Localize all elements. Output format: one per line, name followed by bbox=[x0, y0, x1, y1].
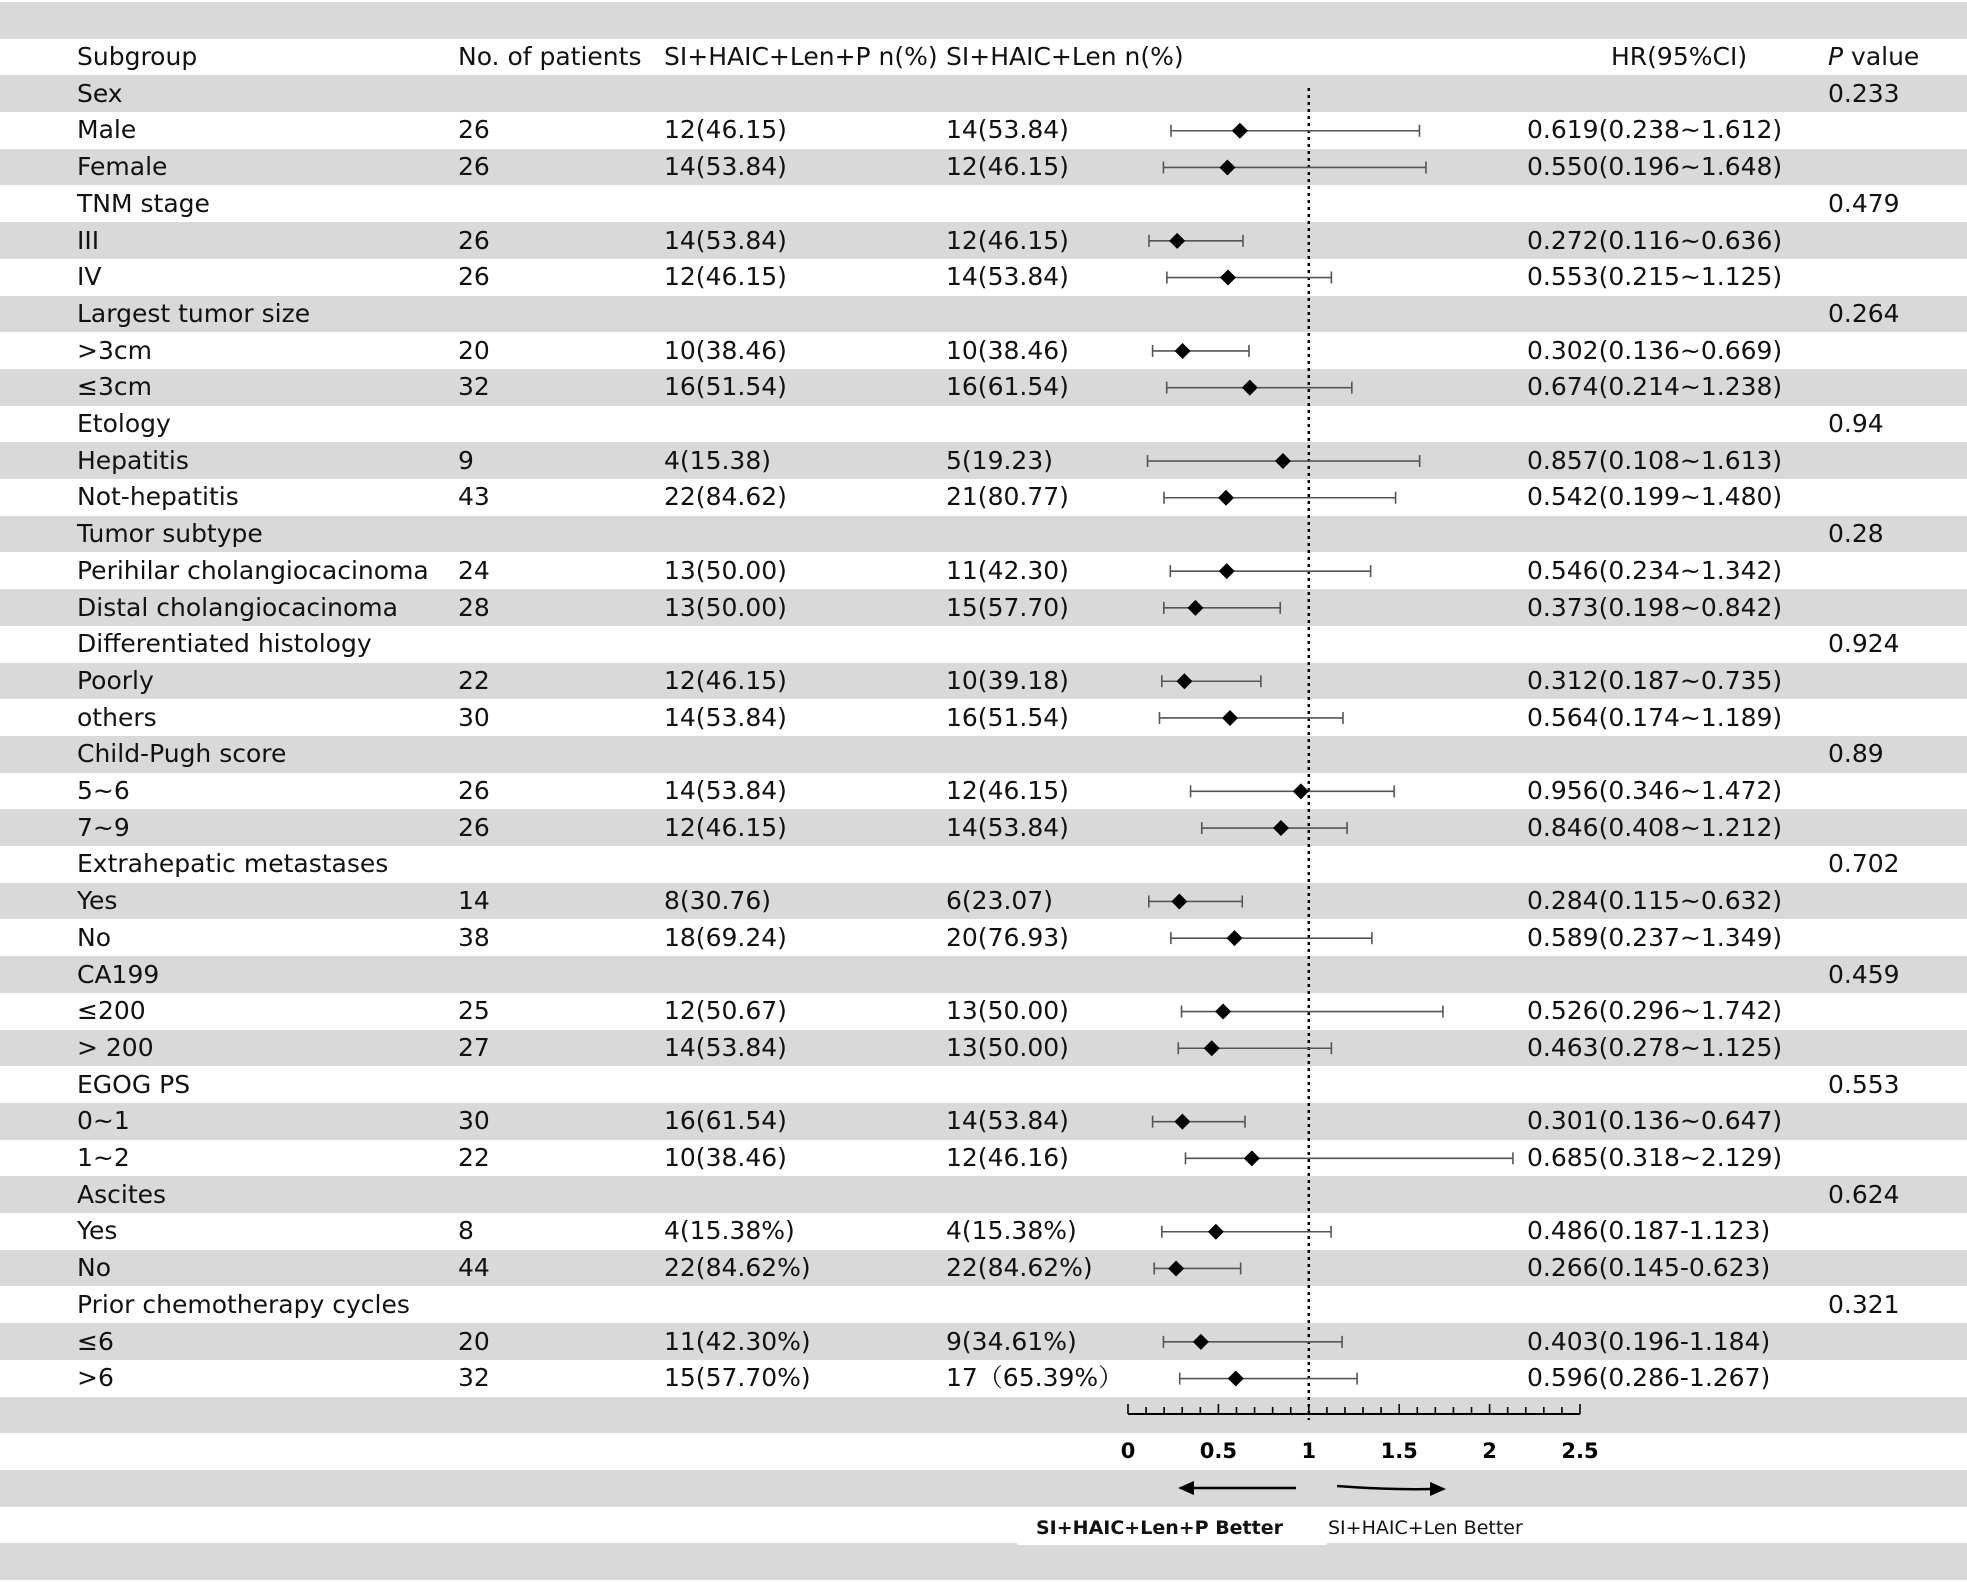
group1-value: 12(46.15) bbox=[664, 115, 787, 145]
group1-value: 8(30.76) bbox=[664, 886, 771, 916]
patient-count: 28 bbox=[458, 592, 490, 622]
hr-point bbox=[1174, 1114, 1190, 1130]
patient-count: 26 bbox=[458, 776, 490, 805]
group1-value: 14(53.84) bbox=[664, 776, 787, 805]
p-value: 0.624 bbox=[1828, 1179, 1900, 1209]
subgroup-label: No bbox=[77, 1253, 111, 1283]
subgroup-label: Female bbox=[77, 152, 168, 182]
hr-point bbox=[1215, 1004, 1231, 1020]
p-value: 0.924 bbox=[1828, 629, 1900, 659]
group1-value: 22(84.62%) bbox=[664, 1253, 811, 1283]
hr-point bbox=[1220, 270, 1236, 286]
tick-label: 2.5 bbox=[1561, 1439, 1599, 1463]
hr-point bbox=[1187, 600, 1203, 616]
right-better-label: SI+HAIC+Len Better bbox=[1328, 1517, 1523, 1539]
subgroup-label: Hepatitis bbox=[77, 445, 189, 475]
patient-count: 44 bbox=[458, 1253, 490, 1283]
group-label: Etology bbox=[77, 409, 171, 438]
hr-ci-text: 0.857(0.108~1.613) bbox=[1527, 445, 1783, 475]
hr-ci-text: 0.272(0.116~0.636) bbox=[1527, 225, 1783, 255]
group2-value: 14(53.84) bbox=[946, 115, 1069, 145]
group1-value: 18(69.24) bbox=[664, 922, 787, 952]
group-label: Ascites bbox=[77, 1179, 167, 1209]
patient-count: 24 bbox=[458, 555, 490, 585]
hr-ci-text: 0.674(0.214~1.238) bbox=[1527, 372, 1783, 402]
header-group1: SI+HAIC+Len+P n(%) bbox=[664, 42, 938, 71]
hr-ci-text: 0.589(0.237~1.349) bbox=[1527, 922, 1783, 952]
group2-value: 13(50.00) bbox=[946, 996, 1069, 1026]
hr-ci-text: 0.486(0.187-1.123) bbox=[1527, 1216, 1771, 1246]
group2-value: 20(76.93) bbox=[946, 922, 1069, 952]
subgroup-label: > 200 bbox=[77, 1032, 154, 1062]
group1-value: 13(50.00) bbox=[664, 555, 787, 585]
group2-value: 22(84.62%) bbox=[946, 1253, 1093, 1283]
patient-count: 43 bbox=[458, 482, 490, 512]
hr-point bbox=[1228, 1371, 1244, 1387]
hr-ci-text: 0.546(0.234~1.342) bbox=[1527, 555, 1783, 585]
left-better-label: SI+HAIC+Len+P Better bbox=[1036, 1517, 1283, 1539]
group2-value: 6(23.07) bbox=[946, 886, 1053, 916]
subgroup-label: 5~6 bbox=[77, 776, 130, 805]
hr-ci-text: 0.550(0.196~1.648) bbox=[1527, 152, 1783, 182]
p-value: 0.89 bbox=[1828, 739, 1884, 769]
left-arrow-head bbox=[1178, 1481, 1194, 1495]
hr-ci-text: 0.312(0.187~0.735) bbox=[1527, 665, 1783, 695]
p-value: 0.479 bbox=[1828, 188, 1900, 218]
group-label: CA199 bbox=[77, 959, 160, 989]
patient-count: 26 bbox=[458, 225, 490, 255]
group2-value: 4(15.38%) bbox=[946, 1216, 1077, 1246]
hr-point bbox=[1244, 1150, 1260, 1166]
group2-value: 14(53.84) bbox=[946, 262, 1069, 292]
patient-count: 27 bbox=[458, 1032, 490, 1062]
header-p-italic: P bbox=[1828, 42, 1844, 71]
patient-count: 26 bbox=[458, 152, 490, 182]
tick-label: 1.5 bbox=[1380, 1439, 1418, 1463]
hr-ci-text: 0.553(0.215~1.125) bbox=[1527, 262, 1783, 292]
group1-value: 12(46.15) bbox=[664, 812, 787, 842]
hr-point bbox=[1293, 783, 1309, 799]
group2-value: 13(50.00) bbox=[946, 1032, 1069, 1062]
tick-label: 2 bbox=[1482, 1439, 1497, 1463]
patient-count: 32 bbox=[458, 372, 490, 402]
group2-value: 12(46.15) bbox=[946, 225, 1069, 255]
patient-count: 14 bbox=[458, 886, 490, 916]
hr-ci-text: 0.284(0.115~0.632) bbox=[1527, 886, 1783, 916]
hr-ci-text: 0.564(0.174~1.189) bbox=[1527, 702, 1783, 732]
group2-value: 14(53.84) bbox=[946, 1106, 1069, 1136]
right-arrow bbox=[1337, 1486, 1434, 1489]
group-label: Differentiated histology bbox=[77, 629, 372, 659]
header-group2: SI+HAIC+Len n(%) bbox=[946, 42, 1184, 71]
group-label: Sex bbox=[77, 78, 123, 108]
hr-point bbox=[1275, 453, 1291, 469]
hr-point bbox=[1168, 1260, 1184, 1276]
hr-ci-text: 0.542(0.199~1.480) bbox=[1527, 482, 1783, 512]
group1-value: 11(42.30%) bbox=[664, 1326, 811, 1356]
subgroup-label: 7~9 bbox=[77, 812, 130, 842]
patient-count: 9 bbox=[458, 445, 474, 475]
group1-value: 14(53.84) bbox=[664, 1032, 787, 1062]
hr-point bbox=[1175, 343, 1191, 359]
p-value: 0.459 bbox=[1828, 959, 1900, 989]
subgroup-label: Distal cholangiocacinoma bbox=[77, 592, 398, 622]
hr-point bbox=[1273, 820, 1289, 836]
subgroup-label: Yes bbox=[77, 886, 118, 916]
subgroup-label: ≤3cm bbox=[77, 372, 152, 402]
group2-value: 16(61.54) bbox=[946, 372, 1069, 402]
hr-ci-text: 0.463(0.278~1.125) bbox=[1527, 1032, 1783, 1062]
subgroup-label: Yes bbox=[77, 1216, 118, 1246]
p-value: 0.553 bbox=[1828, 1069, 1900, 1099]
group-label: Prior chemotherapy cycles bbox=[77, 1289, 410, 1319]
group2-value: 10(38.46) bbox=[946, 335, 1069, 365]
hr-ci-text: 0.619(0.238~1.612) bbox=[1527, 115, 1783, 145]
group2-value: 14(53.84) bbox=[946, 812, 1069, 842]
group-label: Largest tumor size bbox=[77, 298, 311, 328]
hr-point bbox=[1226, 930, 1242, 946]
hr-point bbox=[1171, 893, 1187, 909]
hr-point bbox=[1242, 380, 1258, 396]
hr-ci-text: 0.596(0.286-1.267) bbox=[1527, 1363, 1771, 1393]
hr-ci-text: 0.266(0.145-0.623) bbox=[1527, 1253, 1771, 1283]
hr-ci-text: 0.403(0.196-1.184) bbox=[1527, 1326, 1771, 1356]
hr-point bbox=[1222, 710, 1238, 726]
group-label: Tumor subtype bbox=[77, 519, 263, 549]
hr-ci-text: 0.373(0.198~0.842) bbox=[1527, 592, 1783, 622]
p-value: 0.94 bbox=[1828, 409, 1884, 438]
group1-value: 4(15.38) bbox=[664, 445, 771, 475]
hr-point bbox=[1204, 1040, 1220, 1056]
subgroup-label: IV bbox=[77, 262, 102, 292]
patient-count: 25 bbox=[458, 996, 490, 1026]
header-patients: No. of patients bbox=[458, 42, 642, 71]
hr-ci-text: 0.846(0.408~1.212) bbox=[1527, 812, 1783, 842]
patient-count: 32 bbox=[458, 1363, 490, 1393]
group1-value: 4(15.38%) bbox=[664, 1216, 795, 1246]
hr-point bbox=[1218, 490, 1234, 506]
hr-point bbox=[1219, 563, 1235, 579]
group2-value: 21(80.77) bbox=[946, 482, 1069, 512]
group1-value: 10(38.46) bbox=[664, 335, 787, 365]
patient-count: 26 bbox=[458, 115, 490, 145]
subgroup-label: ≤6 bbox=[77, 1326, 114, 1356]
patient-count: 26 bbox=[458, 812, 490, 842]
group2-value: 12(46.15) bbox=[946, 152, 1069, 182]
tick-label: 0 bbox=[1120, 1439, 1136, 1463]
p-value: 0.321 bbox=[1828, 1289, 1900, 1319]
group1-value: 14(53.84) bbox=[664, 702, 787, 732]
group-label: TNM stage bbox=[77, 188, 210, 218]
group2-value: 12(46.15) bbox=[946, 776, 1069, 805]
subgroup-label: Perihilar cholangiocacinoma bbox=[77, 555, 429, 585]
subgroup-label: >3cm bbox=[77, 335, 152, 365]
patient-count: 30 bbox=[458, 702, 490, 732]
group2-value: 16(51.54) bbox=[946, 702, 1069, 732]
group1-value: 12(46.15) bbox=[664, 262, 787, 292]
subgroup-label: 0~1 bbox=[77, 1106, 130, 1136]
hr-ci-text: 0.685(0.318~2.129) bbox=[1527, 1143, 1783, 1172]
group2-value: 9(34.61%) bbox=[946, 1326, 1077, 1356]
group1-value: 15(57.70%) bbox=[664, 1363, 811, 1393]
group2-value: 11(42.30) bbox=[946, 555, 1069, 585]
hr-point bbox=[1176, 673, 1192, 689]
group-label: EGOG PS bbox=[77, 1069, 191, 1099]
hr-point bbox=[1193, 1334, 1209, 1350]
hr-ci-text: 0.302(0.136~0.669) bbox=[1527, 335, 1783, 365]
hr-ci-text: 0.526(0.296~1.742) bbox=[1527, 996, 1783, 1026]
group1-value: 16(61.54) bbox=[664, 1106, 787, 1136]
header-hr: HR(95%CI) bbox=[1611, 42, 1748, 71]
p-value: 0.28 bbox=[1828, 519, 1884, 549]
subgroup-label: >6 bbox=[77, 1363, 114, 1393]
group1-value: 14(53.84) bbox=[664, 152, 787, 182]
group2-value: 5(19.23) bbox=[946, 445, 1053, 475]
subgroup-label: Not-hepatitis bbox=[77, 482, 239, 512]
subgroup-label: others bbox=[77, 702, 157, 732]
group2-value: 17（65.39%） bbox=[946, 1363, 1124, 1393]
group1-value: 12(50.67) bbox=[664, 996, 787, 1026]
subgroup-label: Male bbox=[77, 115, 137, 145]
patient-count: 20 bbox=[458, 1326, 490, 1356]
right-arrow-head bbox=[1430, 1482, 1446, 1496]
group1-value: 10(38.46) bbox=[664, 1143, 787, 1172]
hr-ci-text: 0.956(0.346~1.472) bbox=[1527, 776, 1783, 805]
subgroup-label: III bbox=[77, 225, 100, 255]
p-value: 0.264 bbox=[1828, 298, 1900, 328]
group-label: Extrahepatic metastases bbox=[77, 849, 389, 879]
hr-point bbox=[1208, 1224, 1224, 1240]
patient-count: 8 bbox=[458, 1216, 474, 1246]
patient-count: 38 bbox=[458, 922, 490, 952]
tick-label: 0.5 bbox=[1199, 1439, 1238, 1463]
group1-value: 13(50.00) bbox=[664, 592, 787, 622]
patient-count: 22 bbox=[458, 665, 490, 695]
patient-count: 30 bbox=[458, 1106, 490, 1136]
group1-value: 12(46.15) bbox=[664, 665, 787, 695]
subgroup-label: ≤200 bbox=[77, 996, 146, 1026]
patient-count: 26 bbox=[458, 262, 490, 292]
group1-value: 22(84.62) bbox=[664, 482, 787, 512]
header-subgroup: Subgroup bbox=[77, 42, 198, 71]
hr-point bbox=[1232, 123, 1248, 139]
group1-value: 16(51.54) bbox=[664, 372, 787, 402]
patient-count: 20 bbox=[458, 335, 490, 365]
subgroup-label: 1~2 bbox=[77, 1143, 130, 1172]
hr-point bbox=[1219, 159, 1235, 175]
p-value: 0.702 bbox=[1828, 849, 1900, 879]
group2-value: 12(46.16) bbox=[946, 1143, 1069, 1172]
tick-label: 1 bbox=[1301, 1439, 1317, 1463]
group1-value: 14(53.84) bbox=[664, 225, 787, 255]
hr-point bbox=[1169, 233, 1185, 249]
subgroup-label: No bbox=[77, 922, 111, 952]
group2-value: 15(57.70) bbox=[946, 592, 1069, 622]
p-value: 0.233 bbox=[1828, 78, 1900, 108]
header-p-rest: value bbox=[1843, 42, 1920, 71]
subgroup-label: Poorly bbox=[77, 665, 154, 695]
group-label: Child-Pugh score bbox=[77, 739, 287, 769]
patient-count: 22 bbox=[458, 1143, 490, 1172]
hr-ci-text: 0.301(0.136~0.647) bbox=[1527, 1106, 1783, 1136]
group2-value: 10(39.18) bbox=[946, 665, 1069, 695]
